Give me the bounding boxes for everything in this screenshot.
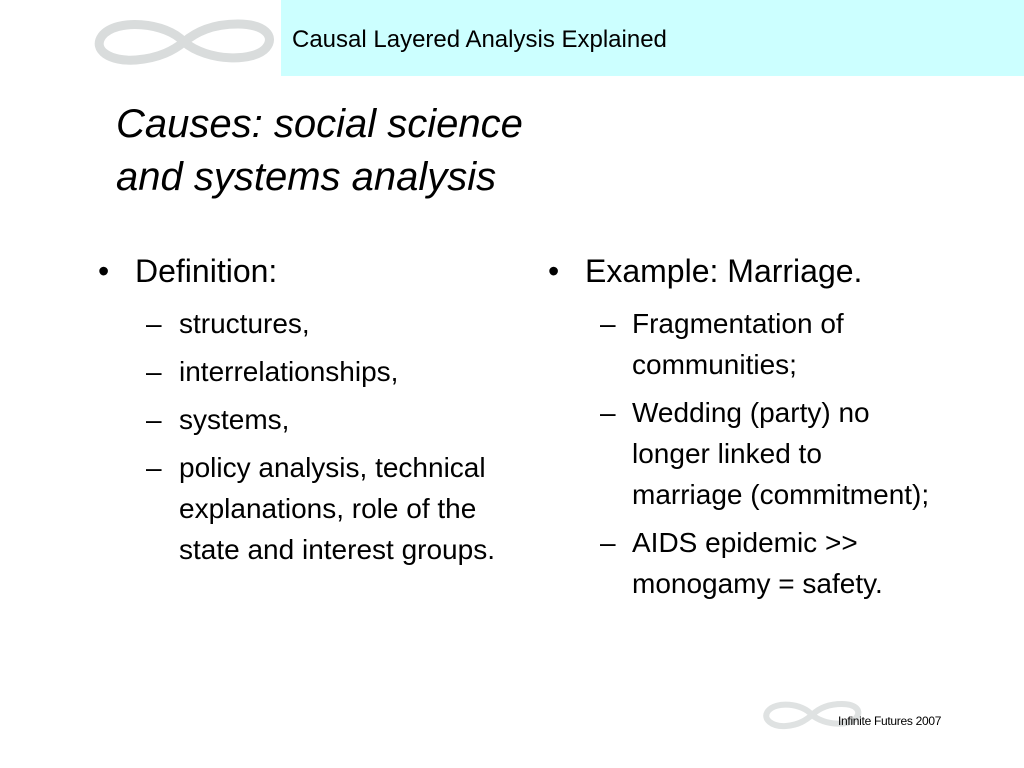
bullet-marker: • bbox=[548, 253, 560, 289]
left-column bbox=[98, 252, 518, 577]
slide-title-line-1: Causes: social science bbox=[116, 102, 523, 146]
list-item-text: interrelationships, bbox=[179, 356, 399, 387]
bullet-marker: • bbox=[98, 253, 110, 289]
list-item bbox=[98, 303, 499, 344]
dash-marker: – bbox=[146, 404, 162, 435]
dash-marker: – bbox=[600, 308, 616, 339]
left-heading: Definition: bbox=[135, 253, 278, 289]
list-item-text: structures, bbox=[179, 308, 310, 339]
list-item bbox=[98, 447, 499, 570]
left-sublist bbox=[98, 303, 518, 570]
infinity-logo-icon bbox=[88, 14, 280, 70]
left-bullet-heading bbox=[98, 252, 518, 290]
list-item bbox=[548, 303, 932, 385]
list-item bbox=[548, 522, 932, 604]
list-item bbox=[98, 399, 499, 440]
list-item bbox=[98, 351, 499, 392]
list-item-text: Fragmentation of communities; bbox=[632, 308, 844, 380]
dash-marker: – bbox=[600, 397, 616, 428]
header-title: Causal Layered Analysis Explained bbox=[292, 26, 667, 53]
right-bullet-heading bbox=[548, 252, 968, 290]
dash-marker: – bbox=[146, 452, 162, 483]
list-item-text: policy analysis, technical explanations, role of the state and interest groups. bbox=[179, 452, 495, 565]
list-item-text: systems, bbox=[179, 404, 290, 435]
right-column bbox=[548, 252, 968, 611]
list-item-text: Wedding (party) no longer linked to marriage (commitment); bbox=[632, 397, 930, 510]
footer-text: Infinite Futures 2007 bbox=[838, 714, 942, 728]
right-sublist bbox=[548, 303, 968, 604]
right-heading: Example: Marriage. bbox=[585, 253, 863, 289]
dash-marker: – bbox=[600, 527, 616, 558]
slide-title-line-2: and systems analysis bbox=[116, 155, 497, 199]
list-item-text: AIDS epidemic >> monogamy = safety. bbox=[632, 527, 883, 599]
list-item bbox=[548, 392, 932, 515]
dash-marker: – bbox=[146, 356, 162, 387]
header-band bbox=[281, 0, 1024, 76]
slide-title bbox=[116, 98, 636, 204]
dash-marker: – bbox=[146, 308, 162, 339]
